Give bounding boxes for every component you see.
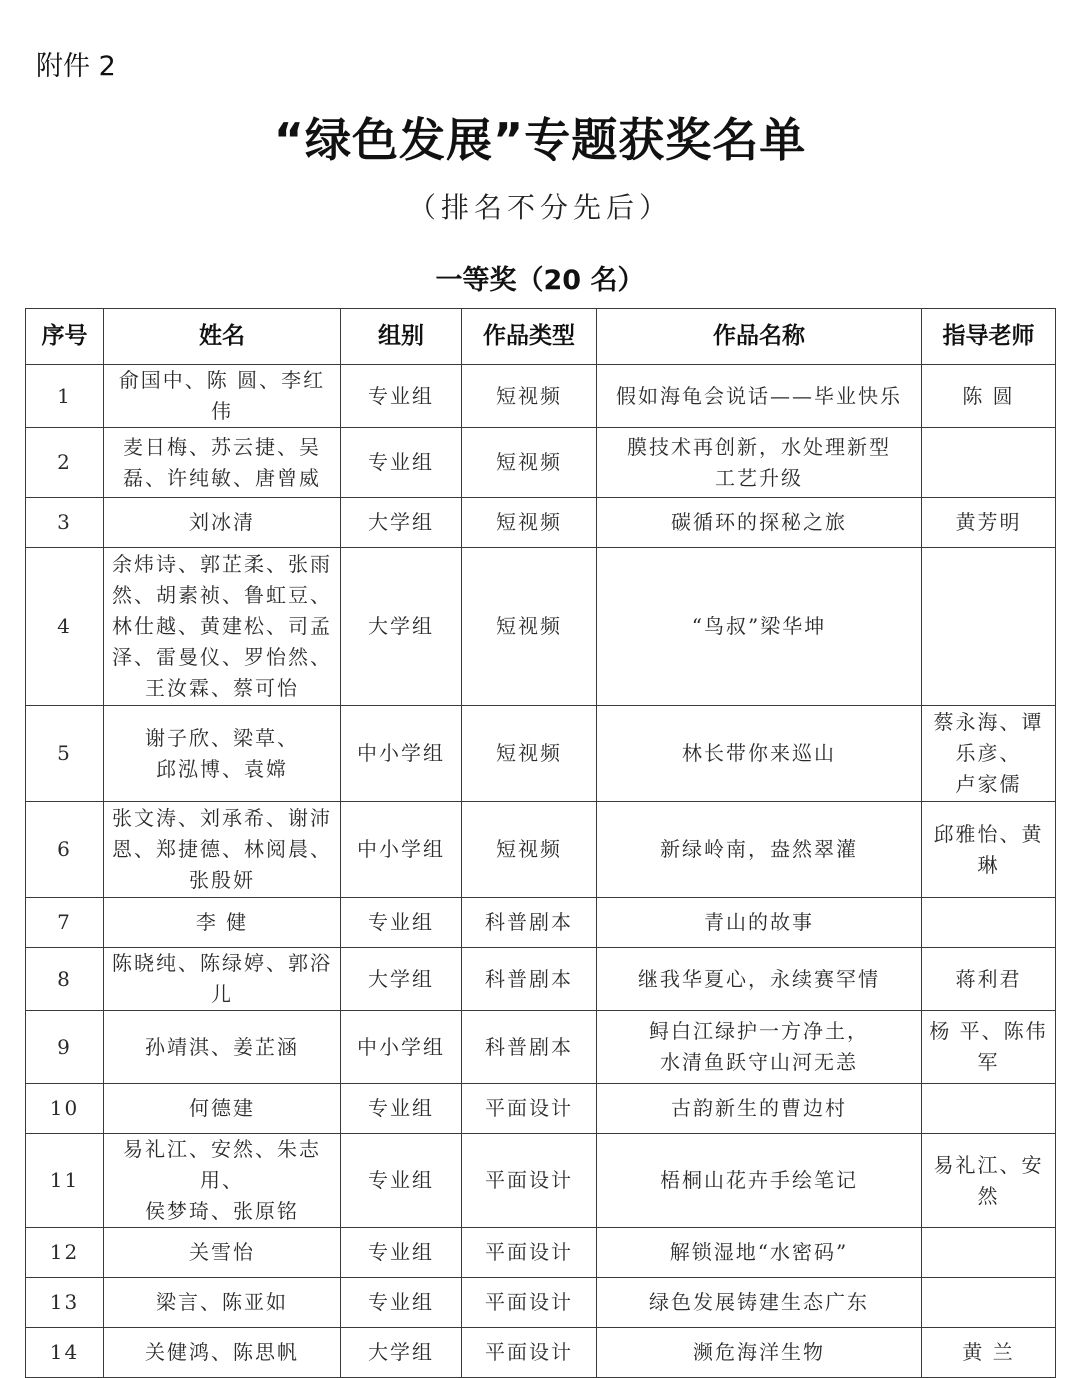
cell-names-line: 张文涛、刘承希、谢沛 xyxy=(112,806,332,830)
cell-names-line: 林仕越、黄建松、司孟 xyxy=(112,614,332,638)
cell-group: 专业组 xyxy=(341,898,462,948)
cell-names xyxy=(104,365,341,428)
cell-work-line: 解锁湿地“水密码” xyxy=(669,1240,849,1264)
cell-group: 专业组 xyxy=(341,1228,462,1278)
cell-teacher-line: 卢家儒 xyxy=(955,772,1022,796)
cell-work-line: 古韵新生的曹边村 xyxy=(671,1096,847,1120)
table-row xyxy=(26,498,1056,548)
cell-group: 大学组 xyxy=(341,1328,462,1378)
cell-no: 3 xyxy=(26,498,104,548)
header-group: 组别 xyxy=(341,309,462,365)
cell-type: 短视频 xyxy=(462,428,597,498)
cell-work xyxy=(597,428,922,498)
cell-work xyxy=(597,548,922,706)
cell-teacher xyxy=(922,1228,1056,1278)
cell-names-line: 邱泓博、袁嫦 xyxy=(156,756,288,781)
table-row xyxy=(26,1278,1056,1328)
cell-teacher xyxy=(922,548,1056,706)
cell-teacher-line: 乐彦、 xyxy=(955,741,1022,765)
cell-names xyxy=(104,1278,341,1328)
cell-no: 5 xyxy=(26,706,104,802)
cell-names-line: 何德建 xyxy=(189,1096,255,1120)
cell-names-line: 磊、许纯敏、唐曾威 xyxy=(123,465,321,490)
cell-type: 科普剧本 xyxy=(462,948,597,1011)
cell-names xyxy=(104,428,341,498)
table-row xyxy=(26,1011,1056,1084)
cell-teacher-line: 蒋利君 xyxy=(955,966,1022,991)
cell-type: 平面设计 xyxy=(462,1134,597,1228)
cell-work-line: 膜技术再创新，水处理新型 xyxy=(627,434,891,459)
header-name: 姓名 xyxy=(104,309,341,365)
cell-teacher-line: 邱雅怡、黄 xyxy=(933,821,1044,846)
cell-names-line: 易礼江、安然、朱志用、 xyxy=(123,1137,321,1192)
cell-work xyxy=(597,1328,922,1378)
cell-group: 中小学组 xyxy=(341,706,462,802)
cell-names-line: 恩、郑捷德、林阅晨、 xyxy=(112,837,332,861)
cell-work xyxy=(597,948,922,1011)
cell-no: 1 xyxy=(26,365,104,428)
cell-teacher-line: 陈 圆 xyxy=(962,383,1015,408)
table-row xyxy=(26,428,1056,498)
cell-work xyxy=(597,365,922,428)
cell-type: 短视频 xyxy=(462,802,597,898)
cell-no: 6 xyxy=(26,802,104,898)
cell-teacher xyxy=(922,498,1056,548)
cell-type: 科普剧本 xyxy=(462,898,597,948)
document-subtitle: （排名不分先后） xyxy=(407,191,672,224)
cell-group: 专业组 xyxy=(341,1134,462,1228)
cell-teacher xyxy=(922,1328,1056,1378)
cell-group: 大学组 xyxy=(341,498,462,548)
cell-no: 8 xyxy=(26,948,104,1011)
cell-names-line: 王汝霖、蔡可怡 xyxy=(145,676,299,700)
cell-type: 短视频 xyxy=(462,365,597,428)
cell-work xyxy=(597,898,922,948)
cell-work-line: 鲟白江绿护一方净土， xyxy=(649,1019,869,1043)
table-row xyxy=(26,365,1056,428)
table-row xyxy=(26,1228,1056,1278)
cell-names xyxy=(104,1084,341,1134)
cell-teacher xyxy=(922,365,1056,428)
award-heading: 一等奖（20 名） xyxy=(435,265,645,296)
cell-teacher xyxy=(922,1134,1056,1228)
cell-work-line: 新绿岭南，盎然翠灌 xyxy=(660,837,858,861)
cell-names-line: 俞国中、陈 圆、李红伟 xyxy=(118,368,326,423)
cell-work-line: 假如海龟会说话——毕业快乐 xyxy=(616,383,902,408)
cell-teacher xyxy=(922,1084,1056,1134)
cell-group: 中小学组 xyxy=(341,802,462,898)
attachment-label: 附件 2 xyxy=(36,51,116,82)
cell-group: 专业组 xyxy=(341,365,462,428)
cell-teacher-line: 杨 平、陈伟军 xyxy=(929,1019,1048,1074)
cell-work-line: 碳循环的探秘之旅 xyxy=(671,510,847,534)
cell-no: 12 xyxy=(26,1228,104,1278)
cell-no: 11 xyxy=(26,1134,104,1228)
cell-teacher-line: 琳 xyxy=(977,852,1000,877)
table-row xyxy=(26,898,1056,948)
cell-teacher xyxy=(922,948,1056,1011)
cell-teacher xyxy=(922,802,1056,898)
cell-work xyxy=(597,1278,922,1328)
cell-type: 短视频 xyxy=(462,548,597,706)
award-table xyxy=(25,308,1056,1378)
cell-type: 短视频 xyxy=(462,498,597,548)
cell-no: 13 xyxy=(26,1278,104,1328)
cell-teacher xyxy=(922,1278,1056,1328)
cell-teacher-line: 蔡永海、谭 xyxy=(933,710,1044,734)
cell-type: 平面设计 xyxy=(462,1228,597,1278)
cell-no: 10 xyxy=(26,1084,104,1134)
cell-names xyxy=(104,548,341,706)
cell-names-line: 孙靖淇、姜芷涵 xyxy=(145,1034,299,1059)
cell-type: 平面设计 xyxy=(462,1278,597,1328)
cell-names xyxy=(104,706,341,802)
header-type: 作品类型 xyxy=(462,309,597,365)
table-row xyxy=(26,948,1056,1011)
cell-names-line: 余炜诗、郭芷柔、张雨 xyxy=(112,552,332,576)
cell-names xyxy=(104,802,341,898)
header-work: 作品名称 xyxy=(597,309,922,365)
cell-work-line: 青山的故事 xyxy=(704,910,814,934)
cell-teacher xyxy=(922,898,1056,948)
cell-teacher-line: 易礼江、安 xyxy=(933,1152,1044,1177)
cell-names-line: 麦日梅、苏云捷、吴 xyxy=(123,434,321,459)
cell-names xyxy=(104,1228,341,1278)
cell-teacher-line: 然 xyxy=(977,1183,1000,1208)
cell-names xyxy=(104,1328,341,1378)
cell-names xyxy=(104,498,341,548)
cell-work-line: 水清鱼跃守山河无恙 xyxy=(660,1050,858,1074)
table-row xyxy=(26,548,1056,706)
cell-type: 短视频 xyxy=(462,706,597,802)
cell-no: 7 xyxy=(26,898,104,948)
table-row xyxy=(26,706,1056,802)
cell-names xyxy=(104,898,341,948)
cell-work xyxy=(597,706,922,802)
cell-names-line: 陈晓纯、陈绿婷、郭浴儿 xyxy=(112,951,332,1006)
cell-names xyxy=(104,948,341,1011)
cell-work xyxy=(597,498,922,548)
cell-group: 中小学组 xyxy=(341,1011,462,1084)
cell-teacher xyxy=(922,428,1056,498)
cell-group: 大学组 xyxy=(341,948,462,1011)
cell-teacher-line: 黄 兰 xyxy=(962,1340,1015,1364)
cell-work-line: 继我华夏心，永续赛罕情 xyxy=(638,966,880,991)
cell-names-line: 侯梦琦、张原铭 xyxy=(145,1199,299,1223)
table-row xyxy=(26,802,1056,898)
cell-group: 大学组 xyxy=(341,548,462,706)
cell-work xyxy=(597,802,922,898)
cell-names-line: 张殷妍 xyxy=(189,868,255,892)
cell-type: 平面设计 xyxy=(462,1328,597,1378)
header-teacher: 指导老师 xyxy=(922,309,1056,365)
cell-teacher xyxy=(922,1011,1056,1084)
cell-names xyxy=(104,1011,341,1084)
cell-no: 2 xyxy=(26,428,104,498)
cell-names-line: 谢子欣、梁草、 xyxy=(145,725,299,750)
cell-teacher xyxy=(922,706,1056,802)
header-no: 序号 xyxy=(26,309,104,365)
cell-type: 科普剧本 xyxy=(462,1011,597,1084)
table-row xyxy=(26,1134,1056,1228)
cell-work xyxy=(597,1084,922,1134)
cell-no: 9 xyxy=(26,1011,104,1084)
header-row xyxy=(26,309,1056,365)
cell-work-line: 濒危海洋生物 xyxy=(693,1340,825,1364)
cell-work-line: 绿色发展铸建生态广东 xyxy=(649,1290,869,1314)
table-body xyxy=(26,365,1056,1378)
cell-names-line: 李 健 xyxy=(195,910,249,934)
table-row xyxy=(26,1328,1056,1378)
cell-teacher-line: 黄芳明 xyxy=(955,510,1022,534)
cell-names-line: 刘冰清 xyxy=(189,510,255,534)
cell-no: 4 xyxy=(26,548,104,706)
cell-group: 专业组 xyxy=(341,1278,462,1328)
cell-names-line: 泽、雷曼仪、罗怡然、 xyxy=(112,645,332,669)
document-title: “绿色发展”专题获奖名单 xyxy=(273,113,807,167)
cell-names xyxy=(104,1134,341,1228)
table-row xyxy=(26,1084,1056,1134)
cell-work-line: 梧桐山花卉手绘笔记 xyxy=(660,1168,858,1192)
cell-work-line: “鸟叔”梁华坤 xyxy=(691,614,827,638)
cell-type: 平面设计 xyxy=(462,1084,597,1134)
cell-no: 14 xyxy=(26,1328,104,1378)
cell-names-line: 关健鸿、陈思帆 xyxy=(145,1340,299,1364)
cell-group: 专业组 xyxy=(341,1084,462,1134)
cell-work xyxy=(597,1228,922,1278)
cell-work-line: 工艺升级 xyxy=(715,465,803,490)
cell-names-line: 关雪怡 xyxy=(189,1240,255,1264)
cell-work xyxy=(597,1134,922,1228)
cell-names-line: 然、胡素祯、鲁虹豆、 xyxy=(112,583,332,607)
cell-group: 专业组 xyxy=(341,428,462,498)
cell-work xyxy=(597,1011,922,1084)
cell-work-line: 林长带你来巡山 xyxy=(682,741,836,765)
cell-names-line: 梁言、陈亚如 xyxy=(156,1290,288,1314)
